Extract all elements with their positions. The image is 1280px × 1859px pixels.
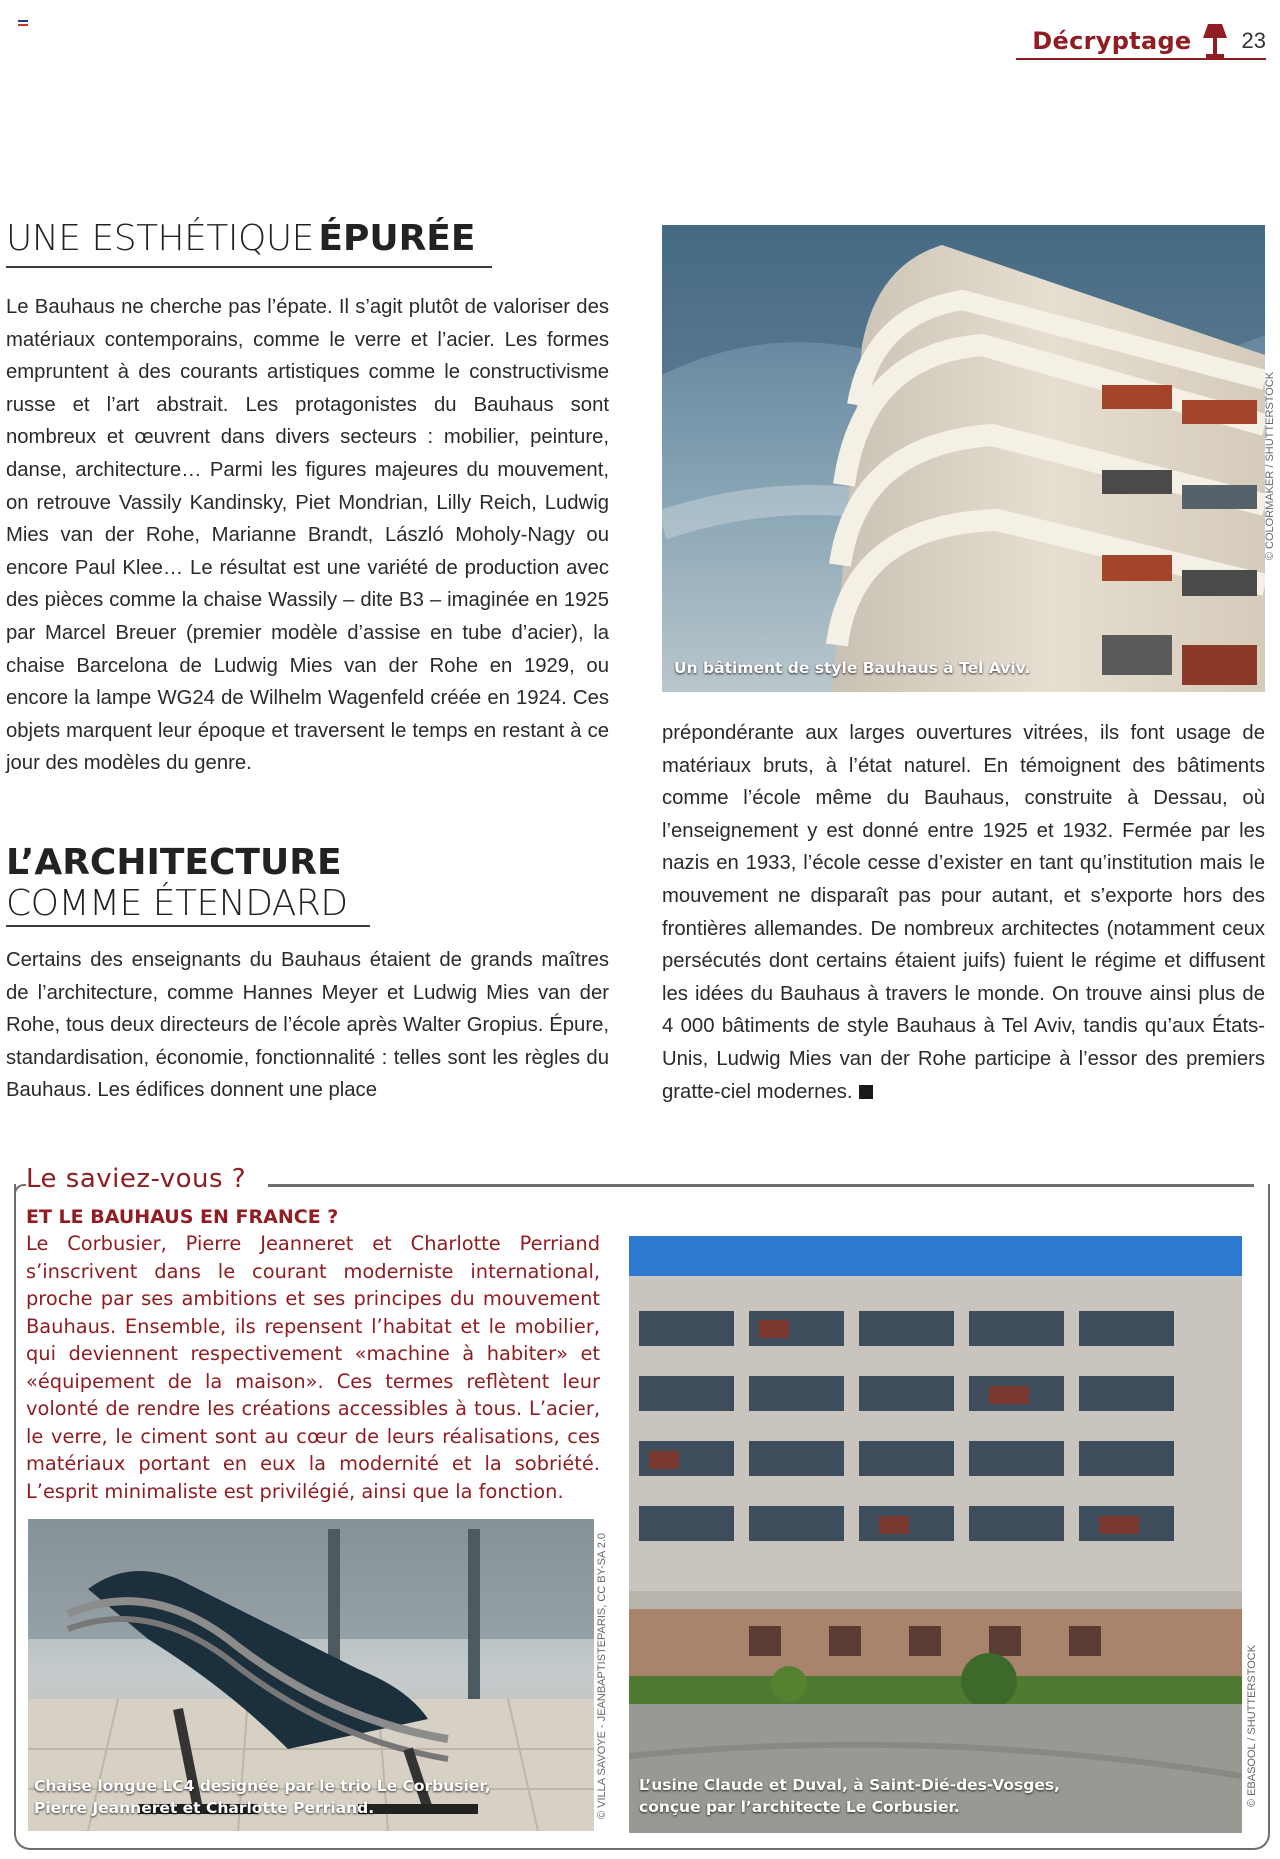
section-title-esthetique <box>6 218 476 259</box>
paragraph-esthetique: Le Bauhaus ne cherche pas l’épate. Il s’agit plutôt de valoriser des matériaux contemporains, comme le verre et l’acier. Les formes empruntent à des courants artistiques comme le constructivisme russe et l’art abstrait. Les protagonistes du Bauhaus sont nombreux et œuvrent dans divers secteurs : mobilier, peinture, danse, architecture… Parmi les figures majeures du mouvement, on retrouve Vassily Kandinsky, Piet Mondrian, Lilly Reich, Ludwig Mies van der Rohe, Marianne Brandt, László Moholy-Nagy ou encore Paul Klee… Le résultat est une variété de production avec des pièces comme la chaise Wassily – dite B3 – imaginée en 1925 par Marcel Breuer (premier modèle d’assise en tube d’acier), la chaise Barcelona de Ludwig Mies van der Rohe en 1929, ou encore la lampe WG24 de Wilhelm Wagenfeld créée en 1924. Ces objets marquent leur époque et traversent le temps en restant à ce jour des modèles du genre. <box>6 296 609 775</box>
caption-factory-line2: conçue par l’architecte Le Corbusier. <box>639 1798 960 1816</box>
photo-tel-aviv-building <box>662 225 1265 692</box>
page-header <box>1032 22 1266 60</box>
section-title-etendard: COMME ÉTENDARD <box>6 883 348 924</box>
lamp-icon <box>1202 22 1228 60</box>
title-underline <box>6 925 370 927</box>
factory-illustration <box>629 1236 1242 1833</box>
photo-credit-tel-aviv: © COLORMAKER / SHUTTERSTOCK <box>1264 371 1276 561</box>
header-rule <box>1016 58 1266 60</box>
paragraph-architecture-continued <box>662 717 1265 1108</box>
sidebar-box-title: Le saviez-vous ? <box>26 1164 247 1194</box>
corner-flag-mark <box>18 20 28 26</box>
end-of-article-square <box>859 1085 873 1099</box>
section-title-architecture: L’ARCHITECTURE <box>6 842 342 883</box>
paragraph-architecture: Certains des enseignants du Bauhaus étaient de grands maîtres de l’architecture, comme Hannes Meyer et Ludwig Mies van der Rohe, tous deux directeurs de l’école après Walter Gropius. Épure, standardisation, économie, fonctionnalité : telles sont les règles du Bauhaus. Les édifices donnent une place <box>6 949 609 1102</box>
sidebar-box-paragraph: Le Corbusier, Pierre Jeanneret et Charlotte Perriand s’inscrivent dans le courant moderniste international, proche par ses ambitions et ses principes du mouvement Bauhaus. Ensemble, ils repensent l’habitat et le mobilier, qui deviennent respectivement «machine à habiter» et «équipement de la maison». Ces termes reflètent leur volonté de rendre les créations accessibles à tous. L’acier, le verre, le ciment sont au cœur de leurs réalisations, ces matériaux portant en eux la modernité et la sobriété. L’esprit minimaliste est privilégié, ainsi que la fonction. <box>26 1232 600 1503</box>
caption-chair <box>34 1775 491 1819</box>
sidebar-box-top-line <box>268 1184 1254 1187</box>
building-illustration <box>662 225 1265 692</box>
caption-chair-line1: Chaise longue LC4 designée par le trio Le Corbusier, <box>34 1777 491 1795</box>
photo-credit-factory: © EBASOOL / SHUTTERSTOCK <box>1246 1644 1258 1808</box>
photo-usine-claude-duval <box>629 1236 1242 1833</box>
caption-factory <box>639 1774 1060 1818</box>
photo-credit-chair: © VILLA SAVOYE - JEANBAPTISTEPARIS, CC BY-SA 2.0 <box>596 1532 608 1820</box>
caption-factory-line1: L’usine Claude et Duval, à Saint-Dié-des-Vosges, <box>639 1776 1060 1794</box>
sidebar-box-subtitle: ET LE BAUHAUS EN FRANCE ? <box>26 1206 339 1228</box>
sidebar-box-corner <box>14 1184 26 1198</box>
title-underline <box>6 266 492 268</box>
page-number: 23 <box>1241 28 1266 53</box>
caption-tel-aviv: Un bâtiment de style Bauhaus à Tel Aviv. <box>674 659 1031 677</box>
title-light-part: UNE ESTHÉTIQUE <box>6 218 314 259</box>
continuation-text: prépondérante aux larges ouvertures vitrées, ils font usage de matériaux bruts, à l’état naturel. En témoignent des bâtiments comme l’école même du Bauhaus, construite à Dessau, où l’enseignement y est donné entre 1925 et 1932. Fermée par les nazis en 1933, l’école cesse d’exister en tant qu’institution mais le mouvement ne disparaît pas pour autant, et s’exporte hors des frontières allemandes. De nombreux architectes (notamment ceux persécutés dont certains étaient juifs) fuient le régime et diffusent les idées du Bauhaus à travers le monde. On trouve ainsi plus de 4 000 bâtiments de style Bauhaus à Tel Aviv, tandis qu’aux États-Unis, Ludwig Mies van der Rohe participe à l’essor des premiers gratte-ciel modernes. <box>662 722 1265 1103</box>
title-bold-part: ÉPURÉE <box>318 218 476 259</box>
photo-lc4-chaise-longue <box>28 1519 594 1831</box>
caption-chair-line2: Pierre Jeanneret et Charlotte Perriand. <box>34 1799 375 1817</box>
section-name: Décryptage <box>1032 27 1192 55</box>
